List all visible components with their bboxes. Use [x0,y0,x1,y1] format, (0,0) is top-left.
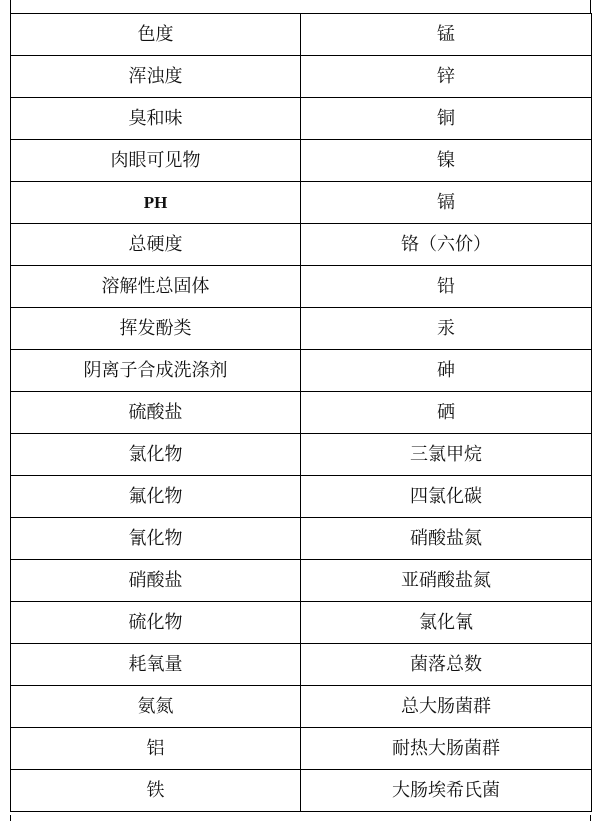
table-cell-right: 总大肠菌群 [301,686,592,728]
table-cell-right: 四氯化碳 [301,476,592,518]
table-cell-right: 耐热大肠菌群 [301,728,592,770]
table-row [11,266,592,308]
table-row [11,686,592,728]
table-row [11,98,592,140]
table-cell-right: 铬（六价） [301,224,592,266]
table-row [11,350,592,392]
table-cell-right: 锰 [301,14,592,56]
table-cell-right: 铜 [301,98,592,140]
table-row [11,14,592,56]
table-cell-left: 色度 [11,14,301,56]
table-cell-left: 总硬度 [11,224,301,266]
table-row [11,518,592,560]
table-cell-left: 挥发酚类 [11,308,301,350]
table-cell-right: 汞 [301,308,592,350]
table-cell-left: PH [11,182,301,224]
table-cell-left: 浑浊度 [11,56,301,98]
table-row [11,770,592,812]
table-cell-left: 硫化物 [11,602,301,644]
table-cell-left: 氯化物 [11,434,301,476]
table-row [11,434,592,476]
table-cell-left: 硝酸盐 [11,560,301,602]
table-cell-left: 氟化物 [11,476,301,518]
table-row [11,644,592,686]
table-cell-right: 硝酸盐氮 [301,518,592,560]
table-cell-left: 肉眼可见物 [11,140,301,182]
table-cell-right: 镍 [301,140,592,182]
table-row [11,476,592,518]
table-row [11,182,592,224]
table-bottom-continuation [10,815,591,821]
table-cell-right: 锌 [301,56,592,98]
table-cell-left: 耗氧量 [11,644,301,686]
table-cell-left: 溶解性总固体 [11,266,301,308]
table-cell-right: 硒 [301,392,592,434]
table-cell-left: 臭和味 [11,98,301,140]
table-cell-right: 氯化氰 [301,602,592,644]
table-row [11,308,592,350]
water-quality-parameter-table [10,13,592,812]
table-row [11,224,592,266]
table-cell-left: 氰化物 [11,518,301,560]
table-cell-right: 三氯甲烷 [301,434,592,476]
table-cell-right: 亚硝酸盐氮 [301,560,592,602]
table-cell-left: 铁 [11,770,301,812]
table-cell-left: 阴离子合成洗涤剂 [11,350,301,392]
table-cell-right: 大肠埃希氏菌 [301,770,592,812]
table-top-continuation [10,0,591,13]
table-cell-left: 铝 [11,728,301,770]
table-row [11,140,592,182]
table-row [11,392,592,434]
table-row [11,56,592,98]
table-row [11,728,592,770]
table-cell-right: 铅 [301,266,592,308]
table-cell-right: 菌落总数 [301,644,592,686]
table-row [11,560,592,602]
table-cell-right: 镉 [301,182,592,224]
table-cell-left: 氨氮 [11,686,301,728]
table-row [11,602,592,644]
table-cell-left: 硫酸盐 [11,392,301,434]
table-cell-right: 砷 [301,350,592,392]
